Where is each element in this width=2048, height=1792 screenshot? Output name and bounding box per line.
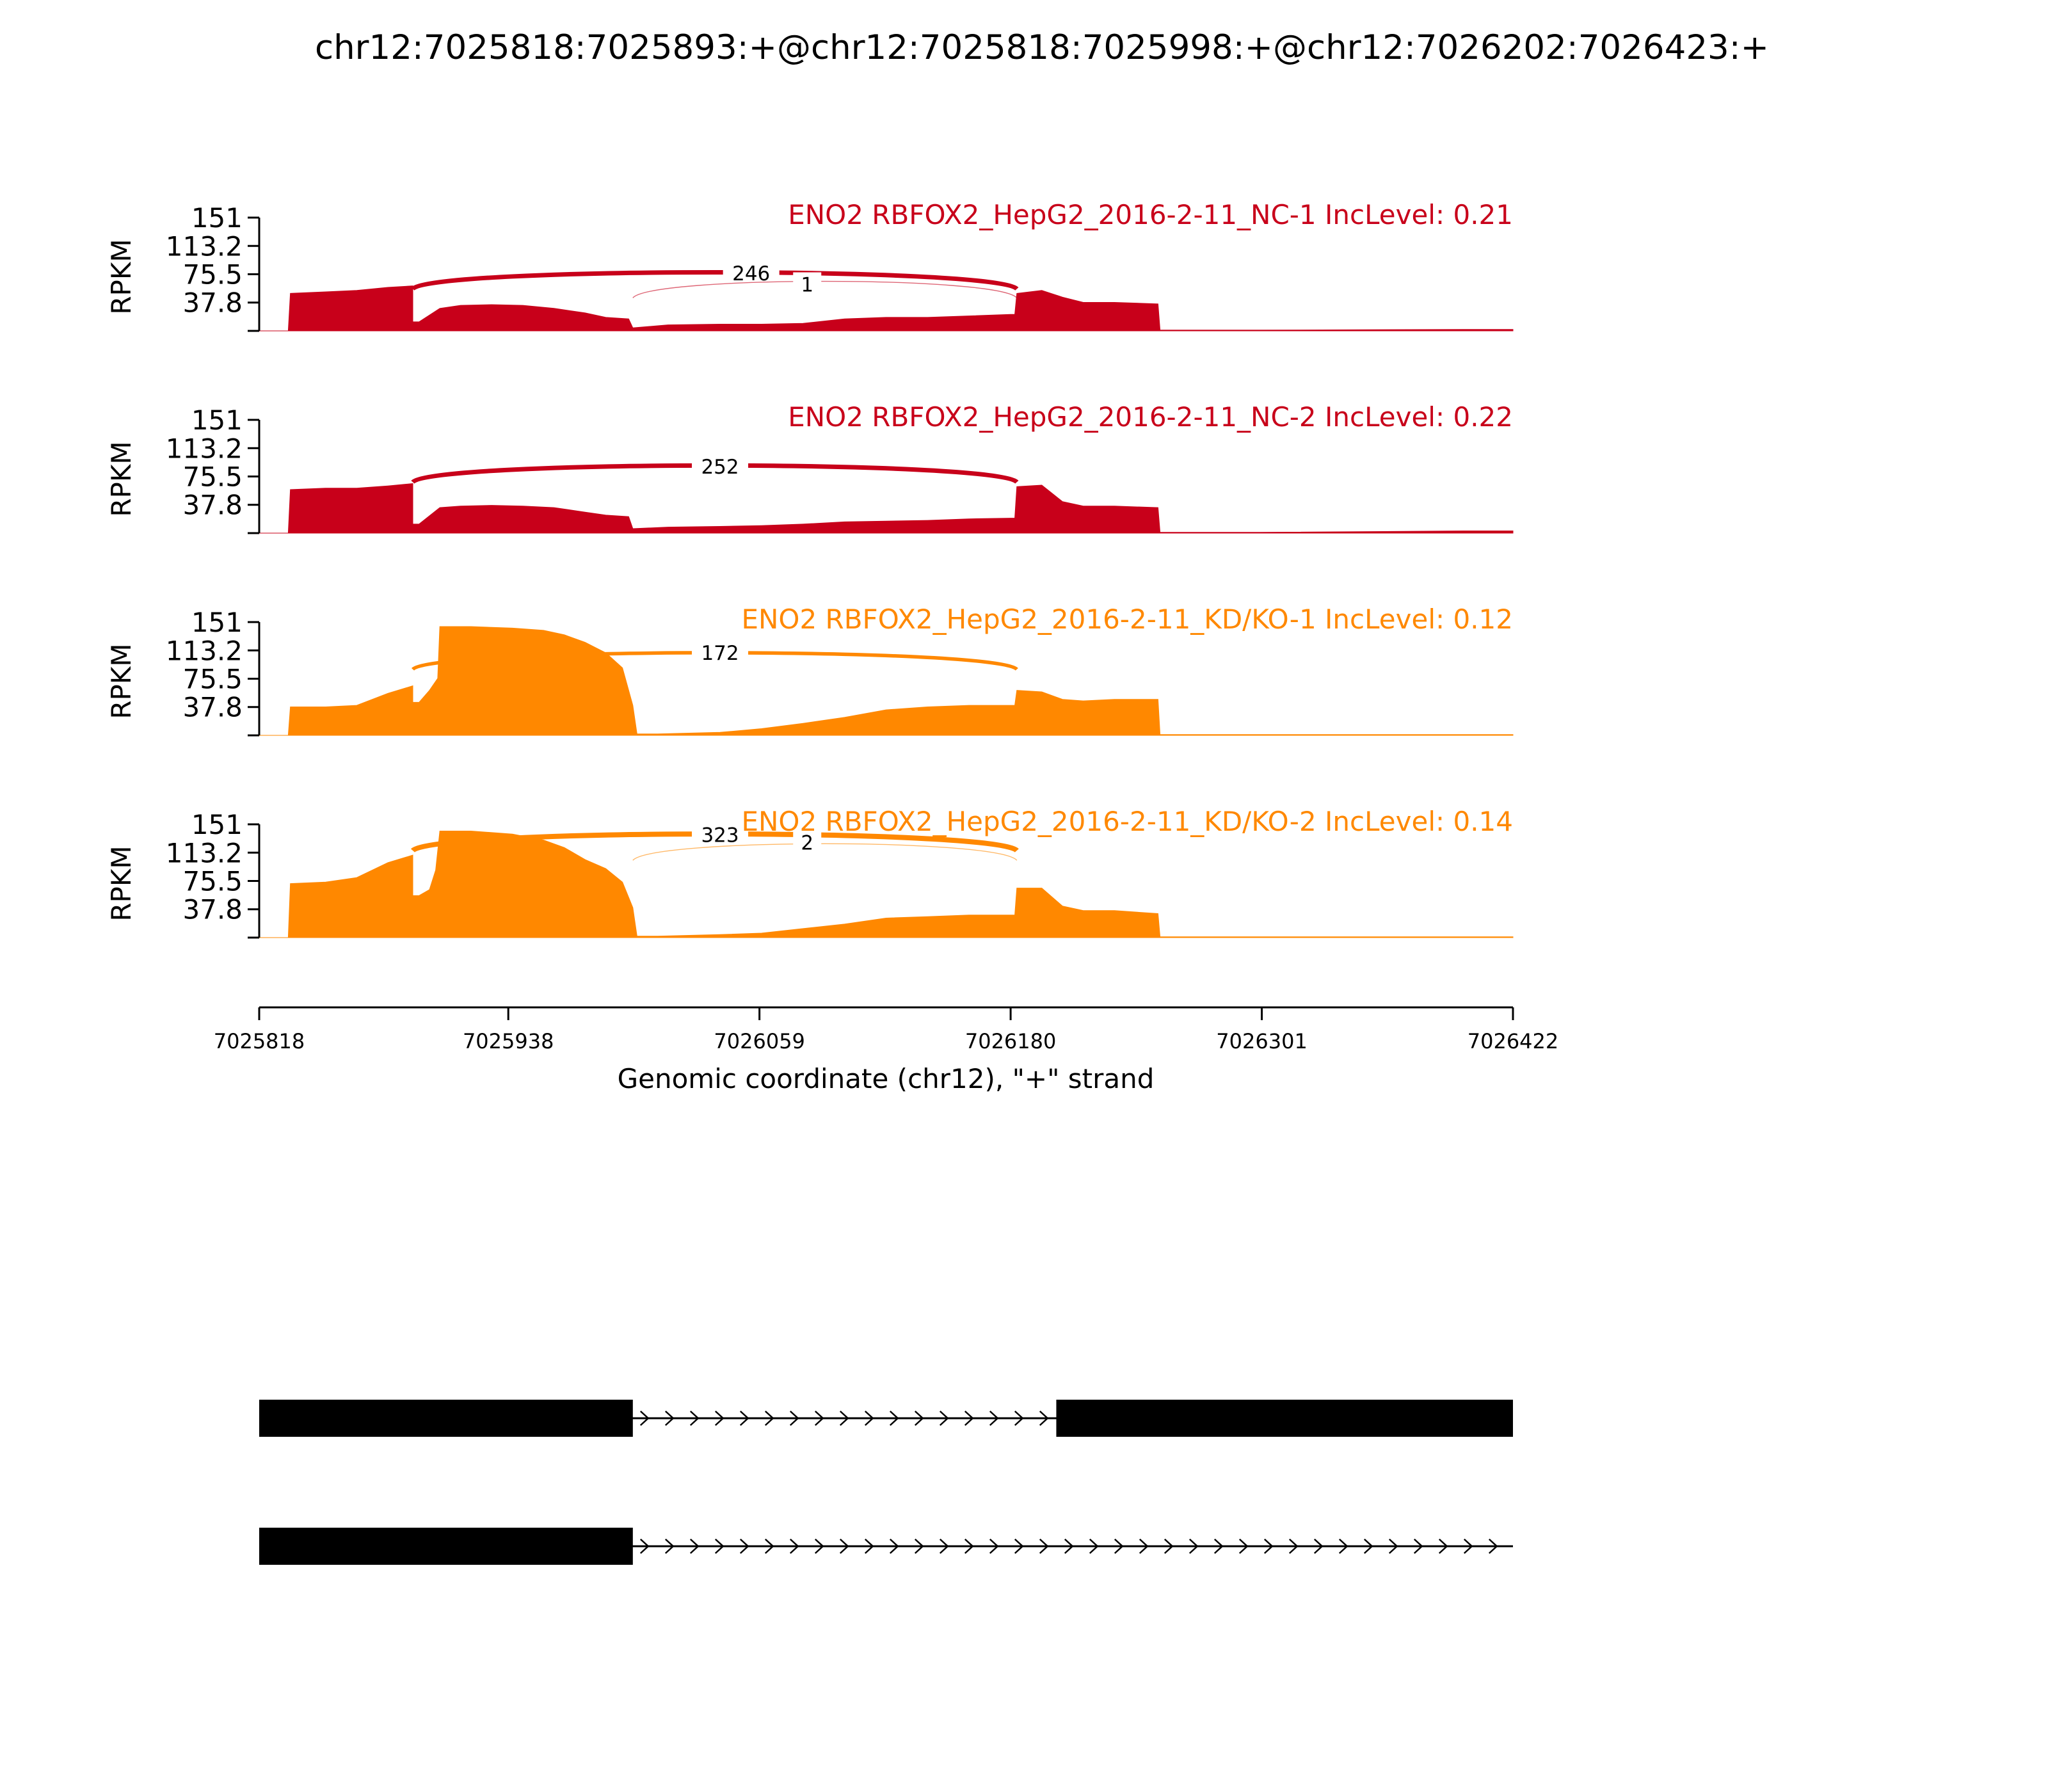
exon-block (1056, 1400, 1513, 1437)
transcript-2 (259, 1528, 1513, 1565)
y-tick-label: 75.5 (182, 461, 243, 493)
y-tick-label: 113.2 (165, 635, 243, 667)
y-axis-label: RPKM (106, 643, 137, 719)
junction-count-label: 1 (801, 273, 814, 297)
track-label: ENO2 RBFOX2_HepG2_2016-2-11_NC-2 IncLevel: 0.22 (788, 401, 1513, 433)
y-axis-label: RPKM (106, 441, 137, 517)
track-label: ENO2 RBFOX2_HepG2_2016-2-11_KD/KO-1 IncLevel: 0.12 (741, 604, 1513, 635)
junction-arc (413, 272, 1017, 289)
junction-arc (633, 282, 1017, 298)
coverage-area (259, 484, 1513, 533)
y-tick-label: 75.5 (182, 663, 243, 695)
y-tick-label: 37.8 (182, 489, 243, 521)
x-tick-label: 7025938 (462, 1029, 554, 1053)
track-2 (106, 401, 1513, 533)
y-tick-label: 75.5 (182, 865, 243, 897)
x-axis (214, 1007, 1559, 1094)
y-axis-label: RPKM (106, 239, 137, 315)
track-3 (106, 604, 1513, 735)
y-tick-label: 113.2 (165, 433, 243, 465)
junction-count-label: 252 (701, 455, 739, 479)
y-tick-label: 151 (191, 404, 243, 436)
junction-count-label: 2 (801, 831, 814, 855)
x-tick-group (214, 1007, 1559, 1053)
coverage-area (259, 627, 1513, 735)
junction-arc (633, 844, 1017, 860)
x-tick-label: 7026180 (964, 1029, 1057, 1053)
y-tick-label: 37.8 (182, 893, 243, 925)
track-4 (106, 806, 1513, 938)
exon-block (259, 1400, 633, 1437)
y-tick-label: 151 (191, 202, 243, 234)
x-tick-label: 7026301 (1216, 1029, 1308, 1053)
y-tick-label: 151 (191, 809, 243, 840)
coverage-area (259, 831, 1513, 938)
transcript-1 (259, 1400, 1513, 1437)
y-tick-label: 151 (191, 607, 243, 638)
y-tick-label: 113.2 (165, 837, 243, 869)
y-tick-label: 113.2 (165, 230, 243, 262)
x-tick-label: 7026422 (1467, 1029, 1559, 1053)
coverage-area (259, 286, 1513, 331)
figure-title: chr12:7025818:7025893:+@chr12:7025818:7025998:+@chr12:7026202:7026423:+ (314, 28, 1770, 67)
y-tick-label: 37.8 (182, 287, 243, 319)
junction-count-label: 246 (732, 262, 771, 285)
x-tick-label: 7026059 (714, 1029, 805, 1053)
y-axis-label: RPKM (106, 845, 137, 922)
track-label: ENO2 RBFOX2_HepG2_2016-2-11_NC-1 IncLevel: 0.21 (788, 199, 1513, 230)
junction-count-label: 323 (701, 824, 739, 847)
exon-block (259, 1528, 633, 1565)
track-label: ENO2 RBFOX2_HepG2_2016-2-11_KD/KO-2 IncLevel: 0.14 (741, 806, 1513, 837)
y-tick-label: 37.8 (182, 691, 243, 723)
x-axis-label: Genomic coordinate (chr12), "+" strand (617, 1063, 1155, 1094)
track-1 (106, 199, 1513, 331)
gene-model (259, 1400, 1513, 1565)
y-tick-label: 75.5 (182, 259, 243, 291)
coverage-tracks (106, 199, 1513, 938)
junction-count-label: 172 (701, 642, 739, 666)
x-tick-label: 7025818 (213, 1029, 305, 1053)
